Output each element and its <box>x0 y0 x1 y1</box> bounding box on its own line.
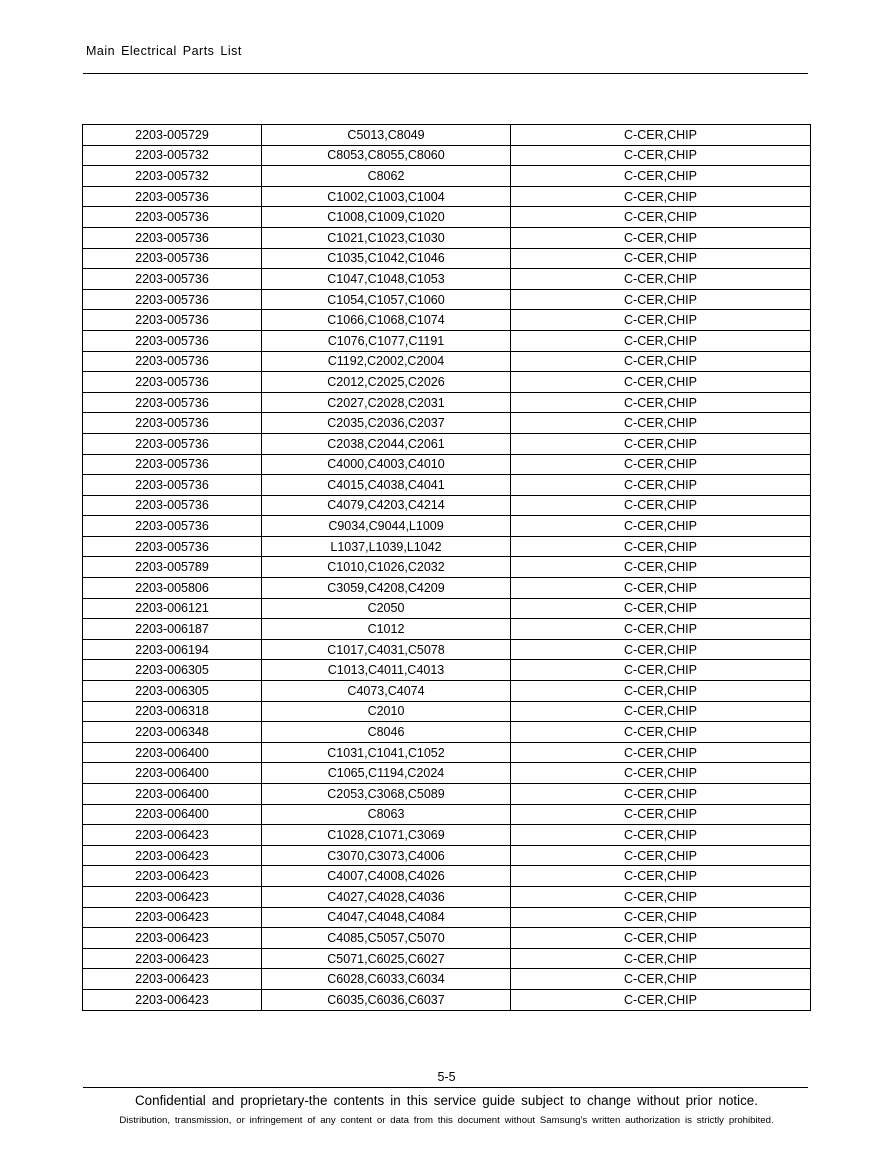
part-code-cell: 2203-005806 <box>83 578 262 599</box>
page-number: 5-5 <box>437 1070 456 1084</box>
description-cell: C-CER,CHIP <box>511 784 811 805</box>
table-row <box>83 475 811 496</box>
table-row <box>83 701 811 722</box>
description-cell: C-CER,CHIP <box>511 516 811 537</box>
description-cell: C-CER,CHIP <box>511 125 811 146</box>
part-code-cell: 2203-006400 <box>83 742 262 763</box>
part-code-cell: 2203-006187 <box>83 619 262 640</box>
location-cell: C1065,C1194,C2024 <box>262 763 511 784</box>
table-row <box>83 907 811 928</box>
table-row <box>83 269 811 290</box>
description-cell: C-CER,CHIP <box>511 907 811 928</box>
table-row <box>83 186 811 207</box>
table-row <box>83 948 811 969</box>
page-header-title: Main Electrical Parts List <box>86 44 242 58</box>
description-cell: C-CER,CHIP <box>511 372 811 393</box>
description-cell: C-CER,CHIP <box>511 495 811 516</box>
parts-list-body <box>83 125 811 1011</box>
description-cell: C-CER,CHIP <box>511 557 811 578</box>
description-cell: C-CER,CHIP <box>511 948 811 969</box>
part-code-cell: 2203-006318 <box>83 701 262 722</box>
part-code-cell: 2203-006423 <box>83 989 262 1010</box>
part-code-cell: 2203-006423 <box>83 866 262 887</box>
table-row <box>83 125 811 146</box>
part-code-cell: 2203-006423 <box>83 886 262 907</box>
table-row <box>83 495 811 516</box>
location-cell: C1002,C1003,C1004 <box>262 186 511 207</box>
location-cell: C2050 <box>262 598 511 619</box>
location-cell: C8062 <box>262 166 511 187</box>
part-code-cell: 2203-005736 <box>83 248 262 269</box>
table-row <box>83 310 811 331</box>
table-row <box>83 166 811 187</box>
location-cell: C1028,C1071,C3069 <box>262 825 511 846</box>
parts-list-table <box>82 124 811 1011</box>
description-cell: C-CER,CHIP <box>511 166 811 187</box>
description-cell: C-CER,CHIP <box>511 866 811 887</box>
location-cell: C4000,C4003,C4010 <box>262 454 511 475</box>
part-code-cell: 2203-006194 <box>83 639 262 660</box>
table-row <box>83 866 811 887</box>
part-code-cell: 2203-006423 <box>83 969 262 990</box>
part-code-cell: 2203-006305 <box>83 681 262 702</box>
description-cell: C-CER,CHIP <box>511 639 811 660</box>
location-cell: C2035,C2036,C2037 <box>262 413 511 434</box>
table-row <box>83 886 811 907</box>
description-cell: C-CER,CHIP <box>511 186 811 207</box>
part-code-cell: 2203-005736 <box>83 392 262 413</box>
description-cell: C-CER,CHIP <box>511 413 811 434</box>
location-cell: C3070,C3073,C4006 <box>262 845 511 866</box>
table-row <box>83 372 811 393</box>
description-cell: C-CER,CHIP <box>511 845 811 866</box>
part-code-cell: 2203-006400 <box>83 804 262 825</box>
description-cell: C-CER,CHIP <box>511 310 811 331</box>
location-cell: C1066,C1068,C1074 <box>262 310 511 331</box>
part-code-cell: 2203-005736 <box>83 351 262 372</box>
table-row <box>83 763 811 784</box>
part-code-cell: 2203-005736 <box>83 475 262 496</box>
part-code-cell: 2203-005736 <box>83 433 262 454</box>
table-row <box>83 578 811 599</box>
distribution-notice: Distribution, transmission, or infringement of any content or data from this document without Samsung’s written authorization is strictly prohibited. <box>119 1115 774 1126</box>
table-row <box>83 660 811 681</box>
table-row <box>83 989 811 1010</box>
description-cell: C-CER,CHIP <box>511 475 811 496</box>
part-code-cell: 2203-005736 <box>83 330 262 351</box>
location-cell: C1010,C1026,C2032 <box>262 557 511 578</box>
part-code-cell: 2203-006400 <box>83 763 262 784</box>
table-row <box>83 207 811 228</box>
location-cell: C1076,C1077,C1191 <box>262 330 511 351</box>
description-cell: C-CER,CHIP <box>511 928 811 949</box>
location-cell: C2038,C2044,C2061 <box>262 433 511 454</box>
description-cell: C-CER,CHIP <box>511 763 811 784</box>
description-cell: C-CER,CHIP <box>511 289 811 310</box>
table-row <box>83 722 811 743</box>
description-cell: C-CER,CHIP <box>511 351 811 372</box>
table-row <box>83 516 811 537</box>
part-code-cell: 2203-006121 <box>83 598 262 619</box>
part-code-cell: 2203-005736 <box>83 289 262 310</box>
table-row <box>83 598 811 619</box>
table-row <box>83 227 811 248</box>
table-row <box>83 557 811 578</box>
table-row <box>83 145 811 166</box>
table-row <box>83 536 811 557</box>
description-cell: C-CER,CHIP <box>511 825 811 846</box>
table-row <box>83 454 811 475</box>
part-code-cell: 2203-006423 <box>83 928 262 949</box>
location-cell: C1021,C1023,C1030 <box>262 227 511 248</box>
part-code-cell: 2203-005736 <box>83 269 262 290</box>
description-cell: C-CER,CHIP <box>511 433 811 454</box>
footer-divider <box>83 1087 808 1088</box>
description-cell: C-CER,CHIP <box>511 969 811 990</box>
table-row <box>83 413 811 434</box>
location-cell: C5071,C6025,C6027 <box>262 948 511 969</box>
confidential-notice: Confidential and proprietary-the contents in this service guide subject to change without prior notice. <box>135 1093 758 1108</box>
part-code-cell: 2203-005736 <box>83 536 262 557</box>
table-row <box>83 639 811 660</box>
table-row <box>83 248 811 269</box>
table-row <box>83 392 811 413</box>
location-cell: C2010 <box>262 701 511 722</box>
part-code-cell: 2203-005732 <box>83 145 262 166</box>
location-cell: C4047,C4048,C4084 <box>262 907 511 928</box>
location-cell: C3059,C4208,C4209 <box>262 578 511 599</box>
location-cell: C1013,C4011,C4013 <box>262 660 511 681</box>
description-cell: C-CER,CHIP <box>511 207 811 228</box>
table-row <box>83 825 811 846</box>
description-cell: C-CER,CHIP <box>511 804 811 825</box>
part-code-cell: 2203-005736 <box>83 454 262 475</box>
table-row <box>83 330 811 351</box>
description-cell: C-CER,CHIP <box>511 989 811 1010</box>
description-cell: C-CER,CHIP <box>511 701 811 722</box>
part-code-cell: 2203-006423 <box>83 948 262 969</box>
description-cell: C-CER,CHIP <box>511 619 811 640</box>
table-row <box>83 969 811 990</box>
table-row <box>83 928 811 949</box>
location-cell: C5013,C8049 <box>262 125 511 146</box>
location-cell: C6028,C6033,C6034 <box>262 969 511 990</box>
table-row <box>83 845 811 866</box>
table-row <box>83 289 811 310</box>
description-cell: C-CER,CHIP <box>511 681 811 702</box>
location-cell: C1192,C2002,C2004 <box>262 351 511 372</box>
table-row <box>83 681 811 702</box>
location-cell: C8063 <box>262 804 511 825</box>
location-cell: C6035,C6036,C6037 <box>262 989 511 1010</box>
part-code-cell: 2203-005736 <box>83 516 262 537</box>
location-cell: C4085,C5057,C5070 <box>262 928 511 949</box>
part-code-cell: 2203-006305 <box>83 660 262 681</box>
location-cell: C8053,C8055,C8060 <box>262 145 511 166</box>
location-cell: C4015,C4038,C4041 <box>262 475 511 496</box>
table-row <box>83 804 811 825</box>
location-cell: C4007,C4008,C4026 <box>262 866 511 887</box>
table-row <box>83 351 811 372</box>
location-cell: C1035,C1042,C1046 <box>262 248 511 269</box>
part-code-cell: 2203-005732 <box>83 166 262 187</box>
description-cell: C-CER,CHIP <box>511 269 811 290</box>
part-code-cell: 2203-006423 <box>83 825 262 846</box>
description-cell: C-CER,CHIP <box>511 145 811 166</box>
location-cell: C4027,C4028,C4036 <box>262 886 511 907</box>
location-cell: C4079,C4203,C4214 <box>262 495 511 516</box>
description-cell: C-CER,CHIP <box>511 330 811 351</box>
location-cell: C2027,C2028,C2031 <box>262 392 511 413</box>
description-cell: C-CER,CHIP <box>511 536 811 557</box>
part-code-cell: 2203-005789 <box>83 557 262 578</box>
part-code-cell: 2203-006423 <box>83 845 262 866</box>
location-cell: C1008,C1009,C1020 <box>262 207 511 228</box>
part-code-cell: 2203-005736 <box>83 227 262 248</box>
part-code-cell: 2203-005736 <box>83 310 262 331</box>
location-cell: C4073,C4074 <box>262 681 511 702</box>
table-row <box>83 742 811 763</box>
description-cell: C-CER,CHIP <box>511 227 811 248</box>
description-cell: C-CER,CHIP <box>511 598 811 619</box>
location-cell: C1017,C4031,C5078 <box>262 639 511 660</box>
location-cell: C9034,C9044,L1009 <box>262 516 511 537</box>
part-code-cell: 2203-006348 <box>83 722 262 743</box>
part-code-cell: 2203-005736 <box>83 207 262 228</box>
description-cell: C-CER,CHIP <box>511 886 811 907</box>
part-code-cell: 2203-005736 <box>83 495 262 516</box>
description-cell: C-CER,CHIP <box>511 454 811 475</box>
location-cell: C1012 <box>262 619 511 640</box>
part-code-cell: 2203-005736 <box>83 372 262 393</box>
part-code-cell: 2203-005736 <box>83 186 262 207</box>
table-row <box>83 619 811 640</box>
location-cell: C2053,C3068,C5089 <box>262 784 511 805</box>
location-cell: C2012,C2025,C2026 <box>262 372 511 393</box>
description-cell: C-CER,CHIP <box>511 248 811 269</box>
table-row <box>83 433 811 454</box>
part-code-cell: 2203-006400 <box>83 784 262 805</box>
description-cell: C-CER,CHIP <box>511 660 811 681</box>
location-cell: C1054,C1057,C1060 <box>262 289 511 310</box>
location-cell: C1031,C1041,C1052 <box>262 742 511 763</box>
location-cell: C8046 <box>262 722 511 743</box>
header-divider <box>83 73 808 74</box>
part-code-cell: 2203-005736 <box>83 413 262 434</box>
description-cell: C-CER,CHIP <box>511 742 811 763</box>
part-code-cell: 2203-006423 <box>83 907 262 928</box>
description-cell: C-CER,CHIP <box>511 578 811 599</box>
table-row <box>83 784 811 805</box>
part-code-cell: 2203-005729 <box>83 125 262 146</box>
description-cell: C-CER,CHIP <box>511 722 811 743</box>
location-cell: C1047,C1048,C1053 <box>262 269 511 290</box>
location-cell: L1037,L1039,L1042 <box>262 536 511 557</box>
description-cell: C-CER,CHIP <box>511 392 811 413</box>
